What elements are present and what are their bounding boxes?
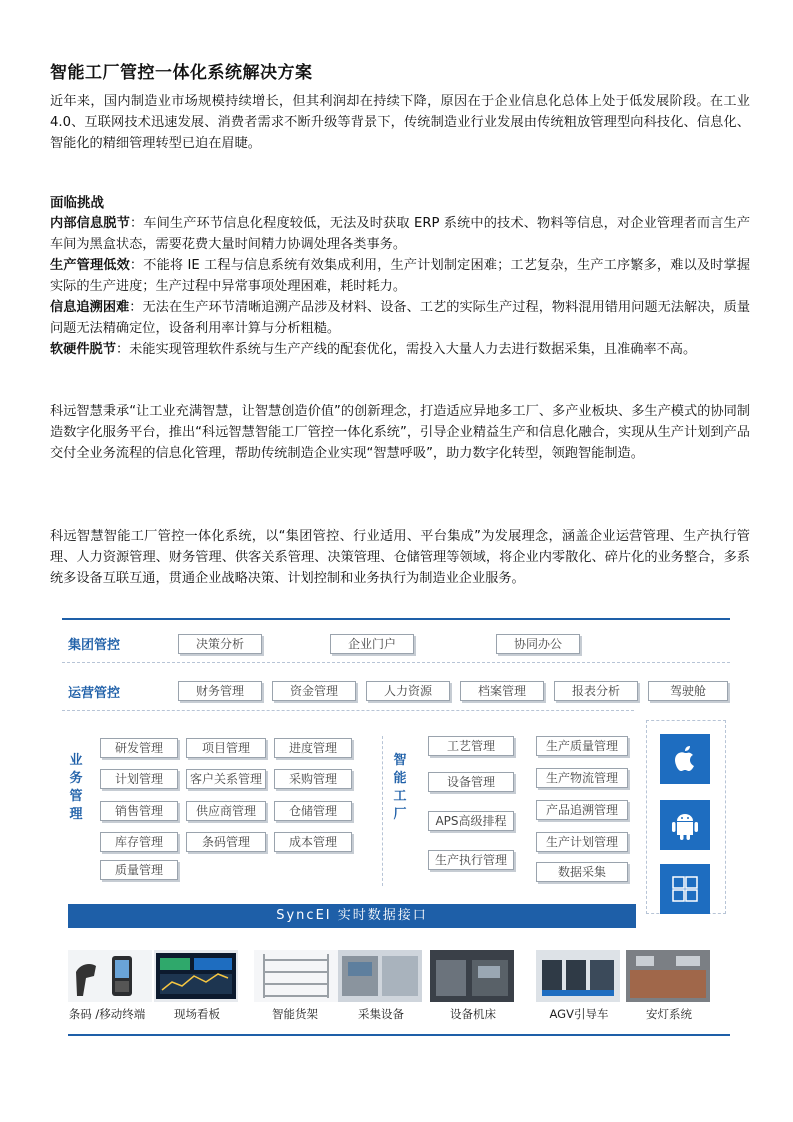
agv-image [536, 950, 620, 1002]
ops-item: 财务管理 [178, 681, 262, 701]
divider [62, 618, 730, 620]
device-label: 智能货架 [272, 1007, 318, 1021]
divider [62, 710, 634, 711]
intro-paragraph: 近年来，国内制造业市场规模持续增长，但其利润却在持续下降，原因在于企业信息化总体上处于低发展阶段。在工业 4.0、互联网技术迅速发展、消费者需求不断升级等背景下，传统制造业行业发展由传统粗放管理型向科技化、信息化、智能化的精细管理转型已迫在眉睫。 [50, 94, 750, 151]
biz-item: 客户关系管理 [186, 769, 266, 789]
biz-item: 销售管理 [100, 801, 178, 821]
challenge-item: 内部信息脱节：车间生产环节信息化程度较低，无法及时获取 ERP 系统中的技术、物料等信息，对企业管理者而言生产车间为黑盒状态，需要花费大量时间精力协调处理各类事务。 [50, 216, 751, 252]
biz-item: 库存管理 [100, 832, 178, 852]
divider [62, 662, 730, 663]
device-label: 安灯系统 [646, 1007, 692, 1021]
barcode-terminal-image [68, 950, 152, 1002]
ops-item: 人力资源 [366, 681, 450, 701]
factory-item: 数据采集 [536, 862, 628, 882]
ops-item: 报表分析 [554, 681, 638, 701]
device-label: 现场看板 [174, 1007, 220, 1021]
machine-tool-image [430, 950, 514, 1002]
device-label: 设备机床 [450, 1007, 496, 1021]
biz-item: 采购管理 [274, 769, 352, 789]
biz-item: 进度管理 [274, 738, 352, 758]
smart-shelf-image [254, 950, 338, 1002]
windows-icon [660, 864, 710, 914]
biz-item: 计划管理 [100, 769, 178, 789]
ops-item: 驾驶舱 [648, 681, 728, 701]
factory-item: 工艺管理 [428, 736, 514, 756]
group-item: 决策分析 [178, 634, 262, 654]
smart-factory-label: 智 能 工 厂 [393, 753, 407, 822]
keyuan-paragraph: 科远智慧秉承“让工业充满智慧，让智慧创造价值”的创新理念，打造适应异地多工厂、多产业板块、多生产模式的协同制造数字化服务平台，推出“科远智慧智能工厂管控一体化系统”，引导企业精益生产和信息化融合，实现从生产计划到产品交付全业务流程的信息化管理，帮助传统制造企业实现“智慧呼吸”，助力数字化转型，领跑智能制造。 [50, 404, 750, 461]
device-label: 采集设备 [358, 1007, 404, 1021]
divider [382, 736, 383, 886]
android-icon [660, 800, 710, 850]
factory-item: 生产计划管理 [536, 832, 628, 852]
challenge-item: 信息追溯困难：无法在生产环节清晰追溯产品涉及材料、设备、工艺的实际生产过程，物料混用错用问题无法解决，质量问题无法精确定位，设备利用率计算与分析粗糙。 [50, 300, 751, 336]
system-paragraph: 科远智慧智能工厂管控一体化系统，以“集团管控、行业适用、平台集成”为发展理念，涵盖企业运营管理、生产执行管理、人力资源管理、财务管理、供客关系管理、决策管理、仓储管理等领域，将企业内零散化、碎片化的业务整合，多系统多设备互联互通，贯通企业战略决策、计划控制和业务执行为制造业企业服务。 [50, 529, 750, 586]
biz-item: 质量管理 [100, 860, 178, 880]
factory-item: 产品追溯管理 [536, 800, 628, 820]
divider [68, 1034, 730, 1036]
challenge-item: 软硬件脱节：未能实现管理软件系统与生产产线的配套优化，需投入大量人力去进行数据采集，且准确率不高。 [50, 342, 697, 357]
biz-item: 研发管理 [100, 738, 178, 758]
device-label: 条码 /移动终端 [68, 1007, 146, 1021]
andon-system-image [626, 950, 710, 1002]
biz-item: 仓储管理 [274, 801, 352, 821]
collection-device-image [338, 950, 422, 1002]
biz-item: 成本管理 [274, 832, 352, 852]
ops-control-label: 运营管控 [68, 686, 121, 701]
factory-item: 生产物流管理 [536, 768, 628, 788]
factory-item: 生产质量管理 [536, 736, 628, 756]
site-board-image [154, 950, 238, 1002]
factory-item: 设备管理 [428, 772, 514, 792]
page-title: 智能工厂管控一体化系统解决方案 [50, 63, 313, 83]
factory-item: APS高级排程 [428, 811, 514, 831]
biz-item: 条码管理 [186, 832, 266, 852]
business-mgmt-label: 业 务 管 理 [69, 753, 83, 822]
apple-icon [660, 734, 710, 784]
architecture-diagram [62, 614, 730, 1039]
challenges-heading: 面临挑战 [50, 195, 104, 211]
biz-item: 供应商管理 [186, 801, 266, 821]
device-label: AGV引导车 [549, 1007, 609, 1021]
challenges-list [50, 213, 750, 360]
factory-item: 生产执行管理 [428, 850, 514, 870]
group-control-label: 集团管控 [68, 638, 121, 653]
group-item: 协同办公 [496, 634, 580, 654]
ops-item: 资金管理 [272, 681, 356, 701]
group-item: 企业门户 [330, 634, 414, 654]
challenge-item: 生产管理低效：不能将 IE 工程与信息系统有效集成利用，生产计划制定困难；工艺复杂，生产工序繁多，难以及时掌握实际的生产进度；生产过程中异常事项处理困难，耗时耗力。 [50, 258, 751, 294]
ops-item: 档案管理 [460, 681, 544, 701]
biz-item: 项目管理 [186, 738, 266, 758]
sync-interface-bar: SyncEI 实时数据接口 [68, 904, 636, 928]
